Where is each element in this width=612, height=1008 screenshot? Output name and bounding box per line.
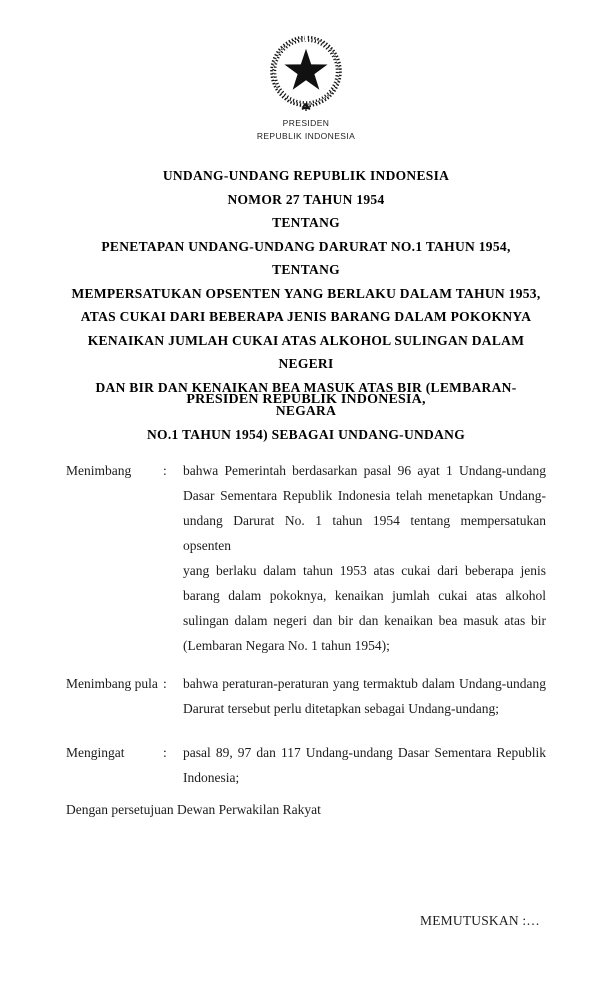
- letterhead: [0, 34, 612, 142]
- title-line: PENETAPAN UNDANG-UNDANG DARURAT NO.1 TAHUN 1954, TENTANG: [101, 238, 511, 277]
- preamble-line: bahwa Pemerintah berdasarkan pasal 96 ayat 1 Undang-undang: [183, 463, 546, 478]
- title-line: ATAS CUKAI DARI BEBERAPA JENIS BARANG DALAM POKOKNYA: [80, 309, 532, 324]
- star-wreath-emblem-icon: [264, 34, 348, 114]
- title-line: KENAIKAN JUMLAH CUKAI ATAS ALKOHOL SULINGAN DALAM NEGERI: [87, 332, 525, 371]
- title-line: UNDANG-UNDANG REPUBLIK INDONESIA: [162, 168, 450, 183]
- preamble-label: Menimbang pula: [66, 676, 158, 691]
- preamble-line: bahwa peraturan-peraturan yang termaktub dalam Undang-undang: [183, 676, 546, 691]
- preamble-line: Indonesia;: [183, 770, 240, 785]
- preamble-text: [183, 671, 546, 721]
- title-line: TENTANG: [272, 215, 340, 230]
- star-shape: [284, 49, 327, 90]
- preamble-label: Mengingat: [66, 745, 125, 760]
- preamble-colon: :: [163, 676, 167, 691]
- preamble-line: (Lembaran Negara No. 1 tahun 1954);: [183, 638, 390, 653]
- org-name-line2: REPUBLIK INDONESIA: [256, 130, 356, 141]
- preamble-line: barang dalam pokoknya, kenaikan jumlah cukai atas alkohol: [183, 588, 546, 603]
- preamble: [66, 458, 546, 790]
- preamble-line: sulingan dalam negeri dan bir dan kenaikan bea masuk atas bir: [183, 613, 546, 628]
- preamble-colon: :: [163, 463, 167, 478]
- preamble-line: Dasar Sementara Republik Indonesia telah menetapkan Undang-: [183, 488, 546, 503]
- title-line: NO.1 TAHUN 1954) SEBAGAI UNDANG-UNDANG: [146, 426, 466, 442]
- preamble-text: [183, 458, 546, 658]
- preamble-line: pasal 89, 97 dan 117 Undang-undang Dasar Sementara Republik: [183, 745, 546, 760]
- preamble-paragraph: [66, 740, 546, 790]
- decision-line: MEMUTUSKAN :…: [420, 913, 540, 928]
- preamble-paragraph: [66, 671, 546, 721]
- preamble-line: Darurat tersebut perlu ditetapkan sebagai Undang-undang;: [183, 701, 500, 716]
- preamble-line: yang berlaku dalam tahun 1953 atas cukai dari beberapa jenis: [183, 563, 546, 578]
- org-name-line1: PRESIDEN: [282, 118, 330, 128]
- preamble-colon: :: [163, 745, 167, 760]
- preamble-label: Menimbang: [66, 463, 132, 478]
- preamble-line: undang Darurat No. 1 tahun 1954 tentang mempersatukan opsenten: [183, 513, 546, 553]
- title-line: MEMPERSATUKAN OPSENTEN YANG BERLAKU DALAM TAHUN 1953,: [71, 285, 541, 301]
- title-line: NOMOR 27 TAHUN 1954: [227, 191, 385, 207]
- preamble-text: [183, 740, 546, 790]
- agreement-line: Dengan persetujuan Dewan Perwakilan Rakyat: [66, 802, 321, 817]
- title-line: DAN BIR DAN KENAIKAN BEA MASUK ATAS BIR (LEMBARAN-NEGARA: [95, 379, 517, 418]
- salutation-line: PRESIDEN REPUBLIK INDONESIA,: [186, 392, 426, 407]
- preamble-paragraph: [66, 458, 546, 658]
